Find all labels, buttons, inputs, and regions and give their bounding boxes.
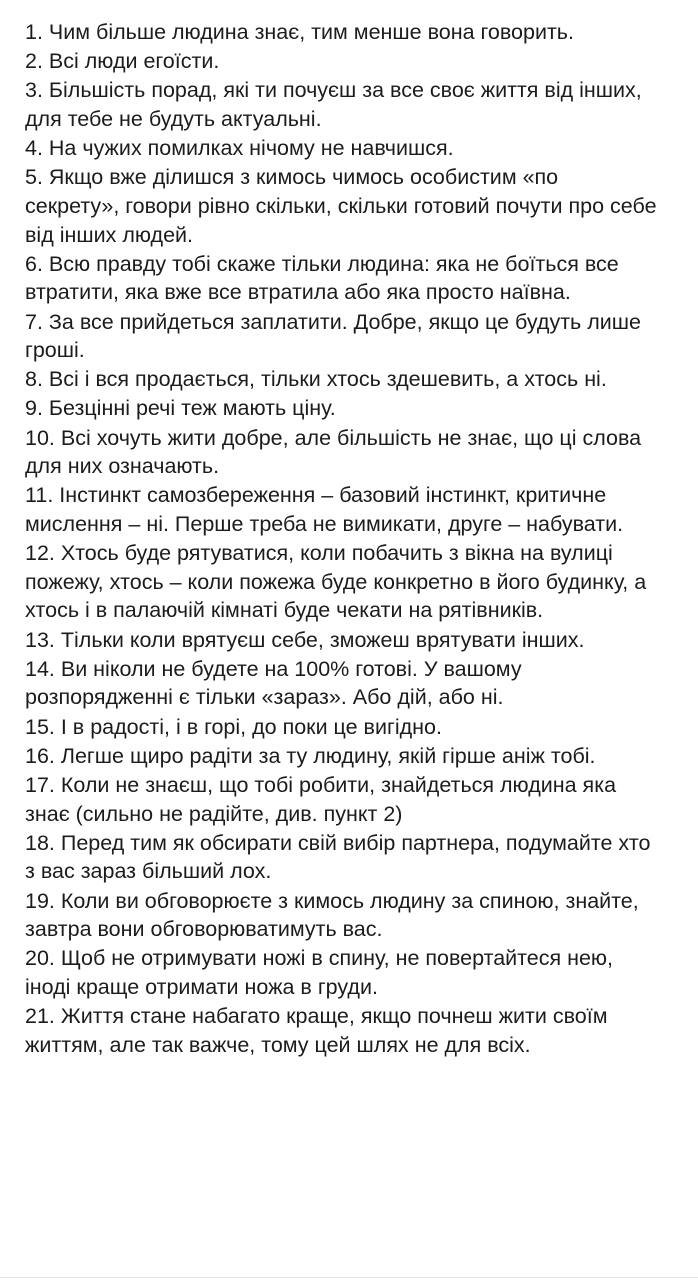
- bottom-divider: [0, 1277, 698, 1278]
- list-item: 11. Інстинкт самозбереження – базовий інстинкт, критичне мислення – ні. Перше треба не вимикати, друге – набувати.: [25, 483, 624, 537]
- list-item: 6. Всю правду тобі скаже тільки людина: яка не боїться все втратити, яка вже все втратила або яка просто наївна.: [25, 251, 619, 305]
- list-item: 12. Хтось буде рятуватися, коли побачить з вікна на вулиці пожежу, хтось – коли пожежа буде конкретно в його будинку, а хтось і в палаючій кімнаті буде чекати на рятівників.: [25, 541, 647, 623]
- list-item: 3. Більшість порад, які ти почуєш за все своє життя від інших, для тебе не будуть актуальні.: [25, 78, 642, 131]
- list-item: 1. Чим більше людина знає, тим менше вона говорить.: [25, 20, 574, 44]
- list-item: 21. Життя стане набагато краще, якщо почнеш жити своїм життям, але так важче, тому цей шлях не для всіх.: [25, 1004, 608, 1057]
- list-item: 4. На чужих помилках нічому не навчишся.: [25, 136, 454, 161]
- list-item: 15. І в радості, і в горі, до поки це вигідно.: [25, 714, 442, 739]
- list-item: 18. Перед тим як обсирати свій вибір партнера, подумайте хто з вас зараз більший лох.: [25, 830, 651, 884]
- list-item: 8. Всі і вся продається, тільки хтось здешевить, а хтось ні.: [25, 367, 607, 392]
- list-item: 16. Легше щиро радіти за ту людину, якій гірше аніж тобі.: [25, 743, 596, 768]
- list-item: 19. Коли ви обговорюєте з кимось людину за спиною, знайте, завтра вони обговорюватимуть вас.: [25, 888, 639, 942]
- list-item: 10. Всі хочуть жити добре, але більшість не знає, що ці слова для них означають.: [25, 425, 642, 479]
- list-item: 2. Всі люди егоїсти.: [25, 49, 220, 74]
- list-item: 5. Якщо вже ділишся з кимось чимось особистим «по секрету», говори рівно скільки, скільки готовий почути про себе від інших людей.: [25, 165, 657, 247]
- list-item: 14. Ви ніколи не будете на 100% готові. У вашому розпорядженні є тільки «зараз». Або дій, або ні.: [25, 656, 522, 710]
- post-text: [0, 18, 698, 1060]
- list-item: 9. Безцінні речі теж мають ціну.: [25, 396, 336, 421]
- list-item: 7. За все прийдеться заплатити. Добре, якщо це будуть лише гроші.: [25, 309, 641, 363]
- list-item: 20. Щоб не отримувати ножі в спину, не повертайтеся нею, іноді краще отримати ножа в груди.: [25, 946, 614, 999]
- list-item: 13. Тільки коли врятуєш себе, зможеш врятувати інших.: [25, 627, 585, 652]
- list-item: 17. Коли не знаєш, що тобі робити, знайдеться людина яка знає (сильно не радійте, див. пункт 2): [25, 772, 617, 826]
